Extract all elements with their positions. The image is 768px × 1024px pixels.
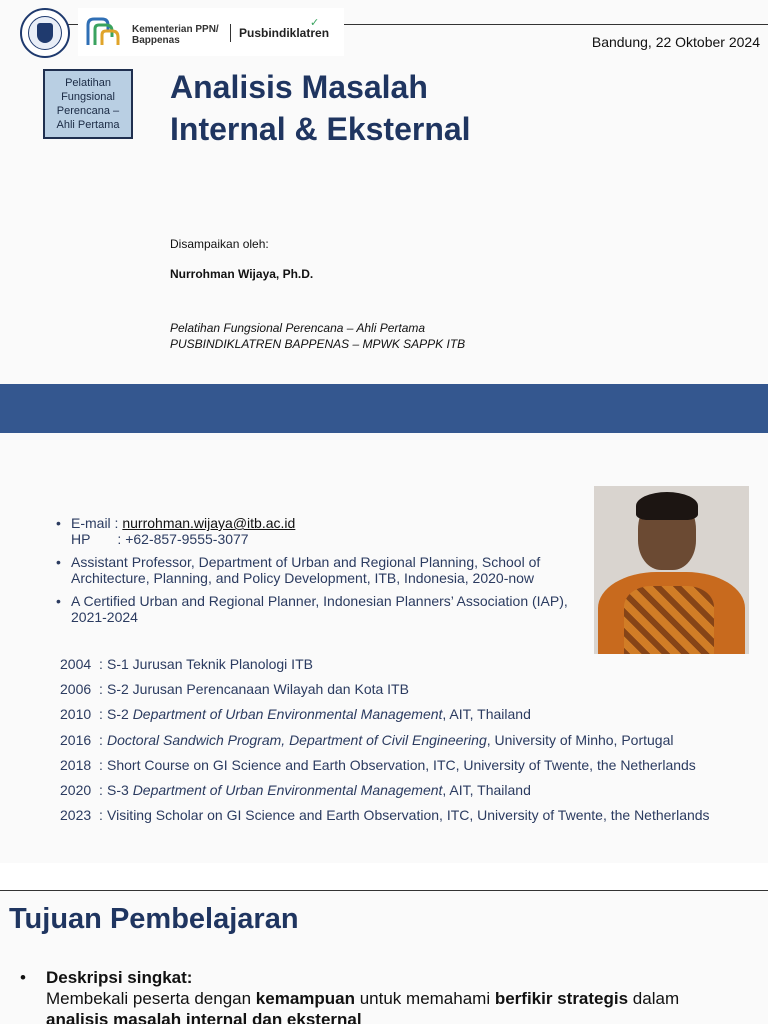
profile-slide: [0, 433, 768, 863]
timeline-colon: :: [99, 782, 103, 799]
contact-item: [56, 515, 576, 547]
timeline-colon: :: [99, 681, 103, 698]
timeline-row: [60, 677, 710, 702]
timeline-text: Short Course on GI Science and Earth Observation, ITC, University of Twente, the Netherlands: [107, 756, 696, 773]
timeline-italic: Doctoral Sandwich Program, Department of Civil Engineering: [107, 731, 487, 748]
title-slide: [0, 0, 768, 384]
pusbindiklatren-name: Pusbindiklatren: [239, 26, 330, 40]
timeline-year: 2006: [60, 681, 92, 698]
timeline-year: 2023: [60, 807, 92, 824]
email-label: E-mail :: [71, 515, 123, 531]
bappenas-mark-icon: [86, 17, 122, 47]
presenter-name: Nurrohman Wijaya, Ph.D.: [170, 267, 314, 281]
itb-seal-logo: [20, 8, 70, 58]
bappenas-org-name: Kementerian PPN/ Bappenas: [132, 24, 219, 46]
objectives-heading: Tujuan Pembelajaran: [9, 903, 299, 935]
timeline-colon: :: [99, 706, 103, 723]
profile-bullets: [56, 515, 576, 632]
presentation-date: Bandung, 22 Oktober 2024: [591, 34, 760, 50]
organization-line-2: PUSBINDIKLATREN BAPPENAS – MPWK SAPPK ITB: [170, 337, 466, 351]
timeline-colon: :: [99, 807, 103, 824]
timeline-year: 2016: [60, 731, 92, 748]
timeline-colon: :: [99, 756, 103, 773]
phone-label: HP :: [71, 531, 126, 547]
objectives-slide: [0, 890, 768, 1024]
presented-by-label: Disampaikan oleh:: [170, 237, 269, 251]
presenter-photo: [594, 486, 749, 654]
timeline-text-end: , AIT, Thailand: [442, 782, 531, 799]
certification-item: • A Certified Urban and Regional Planner, Indonesian Planners’ Association (IAP), 2021-2024: [56, 593, 576, 625]
timeline-text: S-3: [107, 782, 133, 799]
timeline-year: 2020: [60, 782, 92, 799]
education-timeline: [60, 652, 710, 828]
objective-item: Deskripsi singkat: Membekali peserta dengan kemampuan untuk memahami berfikir strategis dalam analisis masalah internal dan eksternal: [46, 968, 680, 1024]
check-icon: ✓: [310, 17, 320, 29]
position-item: • Assistant Professor, Department of Urban and Regional Planning, School of Architecture, Planning, and Policy Development, ITB, Indonesia, 2020-now: [56, 554, 576, 586]
phone-line: [71, 531, 576, 547]
timeline-text: Visiting Scholar on GI Science and Earth Observation, ITC, University of Twente, the Netherlands: [107, 807, 710, 824]
timeline-year: 2004: [60, 656, 92, 672]
email-link[interactable]: nurrohman.wijaya@itb.ac.id: [122, 515, 296, 531]
timeline-text: S-2 Jurusan Perencanaan Wilayah dan Kota ITB: [107, 681, 409, 698]
timeline-year: 2010: [60, 706, 92, 723]
timeline-row: [60, 753, 710, 778]
timeline-row: [60, 728, 710, 753]
slide-title: [170, 66, 690, 150]
timeline-colon: :: [99, 731, 103, 748]
organization-line-1: Pelatihan Fungsional Perencana – Ahli Pertama: [170, 321, 426, 335]
timeline-row: [60, 803, 710, 828]
timeline-text-end: , University of Minho, Portugal: [486, 731, 674, 748]
phone-number: +62-857-9555-3077: [125, 531, 249, 547]
timeline-year: 2018: [60, 756, 92, 773]
objective-label: Deskripsi singkat:: [46, 968, 193, 987]
timeline-italic: Department of Urban Environmental Management: [132, 706, 443, 723]
timeline-text: S-1 Jurusan Teknik Planologi ITB: [107, 656, 313, 672]
timeline-italic: Department of Urban Environmental Management: [132, 782, 443, 799]
timeline-row: [60, 652, 710, 677]
title-line-2: Internal & Eksternal: [170, 111, 471, 147]
timeline-text-end: , AIT, Thailand: [442, 706, 531, 723]
timeline-text: S-2: [107, 706, 133, 723]
timeline-colon: :: [99, 656, 103, 672]
timeline-row: [60, 778, 710, 803]
title-line-1: Analisis Masalah: [170, 69, 428, 105]
slide-divider-band: [0, 384, 768, 433]
bullet-dot: •: [20, 968, 26, 987]
bappenas-logo: [78, 8, 344, 56]
timeline-row: [60, 702, 710, 727]
course-label-box: Pelatihan Fungsional Perencana – Ahli Pertama: [43, 69, 133, 139]
